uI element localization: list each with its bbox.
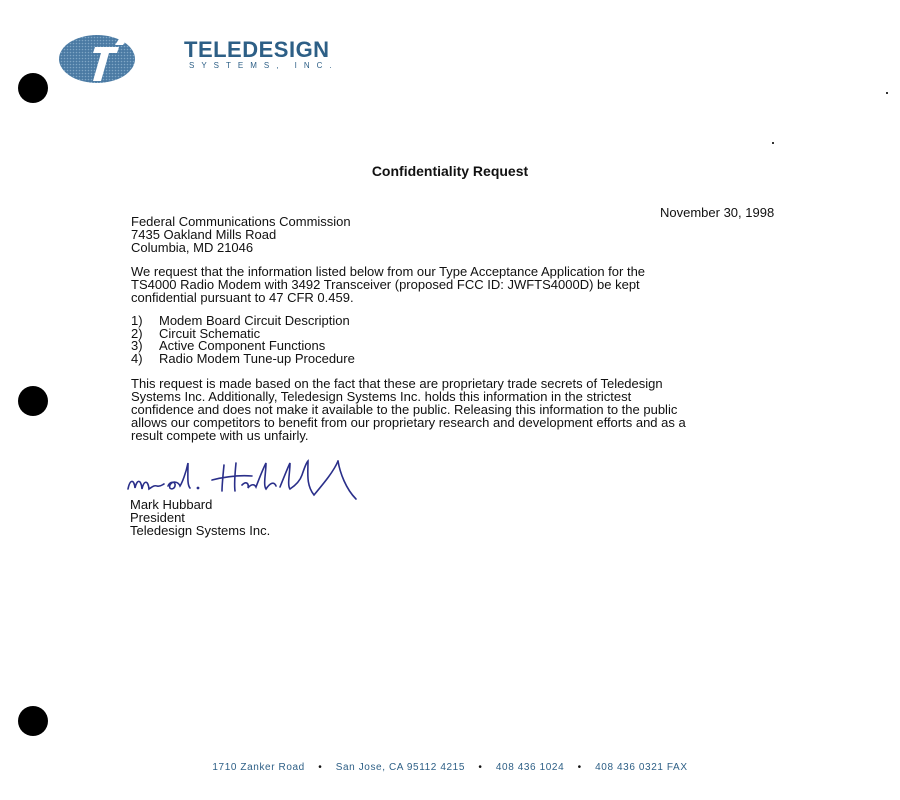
signer-name: Mark Hubbard bbox=[130, 497, 213, 512]
footer-address: 1710 Zanker Road bbox=[212, 762, 305, 773]
request-paragraph bbox=[131, 265, 751, 304]
recipient-line: Columbia, MD 21046 bbox=[131, 240, 254, 255]
recipient-address bbox=[131, 215, 351, 254]
paragraph-line: TS4000 Radio Modem with 3492 Transceiver (proposed FCC ID: JWFTS4000D) be kept bbox=[131, 277, 640, 292]
scan-speck bbox=[886, 92, 888, 94]
binder-hole bbox=[18, 706, 48, 736]
document-title: Confidentiality Request bbox=[371, 163, 529, 179]
list-item-number: 1) bbox=[131, 313, 143, 328]
bullet-separator: • bbox=[577, 762, 582, 773]
paragraph-line: allows our competitors to benefit from our proprietary research and development efforts and as a bbox=[131, 415, 686, 430]
bullet-separator: • bbox=[318, 762, 323, 773]
signer-title: President bbox=[130, 510, 185, 525]
binder-hole bbox=[18, 386, 48, 416]
list-item-number: 4) bbox=[131, 350, 143, 366]
recipient-line: 7435 Oakland Mills Road bbox=[131, 227, 277, 242]
confidential-items-list bbox=[131, 314, 355, 364]
paragraph-line: We request that the information listed below from our Type Acceptance Application for the bbox=[131, 264, 646, 279]
footer-city: San Jose, CA 95112 4215 bbox=[335, 762, 465, 773]
paragraph-line: result compete with us unfairly. bbox=[131, 428, 309, 443]
scan-speck bbox=[772, 142, 774, 144]
list-item-number: 3) bbox=[131, 338, 143, 353]
list-item bbox=[131, 352, 355, 365]
letter-date: November 30, 1998 bbox=[660, 205, 775, 220]
signer-company: Teledesign Systems Inc. bbox=[130, 523, 271, 538]
footer-phone: 408 436 1024 bbox=[495, 762, 565, 773]
bullet-separator: • bbox=[478, 762, 483, 773]
paragraph-line: confidential pursuant to 47 CFR 0.459. bbox=[131, 290, 354, 305]
justification-paragraph bbox=[131, 377, 791, 442]
list-item-number: 2) bbox=[131, 325, 143, 341]
company-subtitle: SYSTEMS, INC. bbox=[189, 61, 339, 70]
list-item-text: Modem Board Circuit Description bbox=[159, 313, 350, 328]
paragraph-line: Systems Inc. Additionally, Teledesign Systems Inc. holds this information in the strictest bbox=[131, 389, 632, 404]
letterhead-footer bbox=[0, 762, 900, 773]
binder-hole bbox=[18, 73, 48, 103]
paragraph-line: confidence and does not make it available to the public. Releasing this information to the public bbox=[131, 402, 678, 417]
company-name: TELEDESIGN bbox=[184, 37, 330, 62]
list-item bbox=[131, 339, 355, 352]
signer-block bbox=[130, 498, 270, 537]
list-item-text: Circuit Schematic bbox=[159, 325, 261, 341]
paragraph-line: This request is made based on the fact that these are proprietary trade secrets of Teledesign bbox=[131, 376, 663, 391]
recipient-line: Federal Communications Commission bbox=[131, 214, 351, 229]
list-item-text: Radio Modem Tune-up Procedure bbox=[159, 350, 355, 366]
footer-fax: 408 436 0321 FAX bbox=[595, 762, 688, 773]
list-item-text: Active Component Functions bbox=[159, 338, 326, 353]
list-item bbox=[131, 314, 355, 327]
teledesign-logo-icon bbox=[57, 33, 137, 85]
